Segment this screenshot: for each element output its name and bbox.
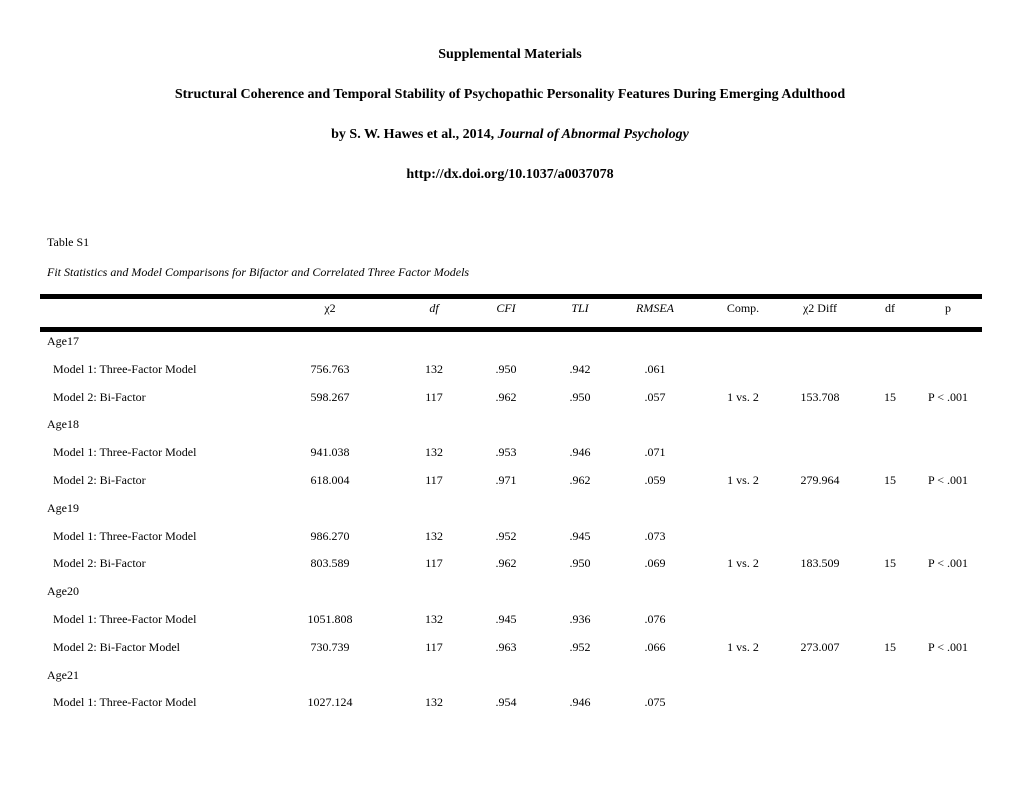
df-diff-value: 15 xyxy=(884,640,896,654)
model-name: Model 2: Bi-Factor xyxy=(53,473,146,487)
doi-link[interactable]: http://dx.doi.org/10.1037/a0037078 xyxy=(406,167,614,182)
df-diff-value: 15 xyxy=(884,390,896,404)
chi2-diff-value: 153.708 xyxy=(800,390,840,404)
col-header-tli: TLI xyxy=(571,301,589,315)
tli-value: .950 xyxy=(569,556,591,570)
rmsea-value: .057 xyxy=(644,390,666,404)
cfi-value: .962 xyxy=(495,390,517,404)
cfi-value: .952 xyxy=(495,529,517,543)
author-citation xyxy=(0,127,1020,143)
df-value: 132 xyxy=(425,445,443,459)
col-header-comp: Comp. xyxy=(726,301,760,315)
cfi-value: .963 xyxy=(495,640,517,654)
chi2-value: 730.739 xyxy=(310,640,350,654)
chi2-value: 1027.124 xyxy=(307,695,353,709)
model-name: Model 1: Three-Factor Model xyxy=(53,612,197,626)
col-header-chi2: χ2 xyxy=(324,301,336,315)
df-value: 117 xyxy=(425,556,443,570)
rmsea-value: .076 xyxy=(644,612,666,626)
tli-value: .952 xyxy=(569,640,591,654)
group-label: Age18 xyxy=(47,417,79,431)
author-line: by S. W. Hawes et al., 2014, xyxy=(331,127,498,142)
cfi-value: .950 xyxy=(495,362,517,376)
rmsea-value: .075 xyxy=(644,695,666,709)
chi2-value: 803.589 xyxy=(310,556,350,570)
rmsea-value: .071 xyxy=(644,445,666,459)
cfi-value: .953 xyxy=(495,445,517,459)
col-header-cfi: CFI xyxy=(496,301,516,315)
p-value: P < .001 xyxy=(928,473,968,487)
chi2-value: 1051.808 xyxy=(307,612,353,626)
table-label: Table S1 xyxy=(47,235,90,249)
df-diff-value: 15 xyxy=(884,473,896,487)
table-top-rule xyxy=(40,294,982,299)
df-value: 132 xyxy=(425,529,443,543)
chi2-value: 986.270 xyxy=(310,529,350,543)
model-name: Model 2: Bi-Factor xyxy=(53,390,146,404)
tli-value: .962 xyxy=(569,473,591,487)
comparison-value: 1 vs. 2 xyxy=(727,640,759,654)
df-value: 117 xyxy=(425,473,443,487)
table-caption: Fit Statistics and Model Comparisons for Bifactor and Correlated Three Factor Models xyxy=(47,265,470,279)
comparison-value: 1 vs. 2 xyxy=(727,390,759,404)
cfi-value: .962 xyxy=(495,556,517,570)
col-header-p: p xyxy=(945,301,951,315)
model-name: Model 1: Three-Factor Model xyxy=(53,695,197,709)
col-header-df: df xyxy=(429,301,439,315)
model-name: Model 2: Bi-Factor xyxy=(53,556,146,570)
p-value: P < .001 xyxy=(928,390,968,404)
rmsea-value: .069 xyxy=(644,556,666,570)
group-label: Age17 xyxy=(47,334,79,348)
model-name: Model 1: Three-Factor Model xyxy=(53,529,197,543)
col-header-chi2-diff: χ2 Diff xyxy=(802,301,838,315)
rmsea-value: .066 xyxy=(644,640,666,654)
chi2-value: 618.004 xyxy=(310,473,350,487)
cfi-value: .945 xyxy=(495,612,517,626)
journal-name: Journal of Abnormal Psychology xyxy=(497,127,689,142)
p-value: P < .001 xyxy=(928,556,968,570)
model-name: Model 2: Bi-Factor Model xyxy=(53,640,180,654)
df-value: 132 xyxy=(425,695,443,709)
chi2-value: 756.763 xyxy=(310,362,350,376)
df-value: 117 xyxy=(425,390,443,404)
col-header-df-diff: df xyxy=(885,301,895,315)
comparison-value: 1 vs. 2 xyxy=(727,556,759,570)
df-value: 132 xyxy=(425,362,443,376)
rmsea-value: .059 xyxy=(644,473,666,487)
tli-value: .946 xyxy=(569,445,591,459)
chi2-value: 941.038 xyxy=(310,445,350,459)
chi2-value: 598.267 xyxy=(310,390,350,404)
col-header-rmsea: RMSEA xyxy=(636,301,674,315)
supplemental-heading: Supplemental Materials xyxy=(438,47,582,62)
group-label: Age19 xyxy=(47,501,79,515)
model-name: Model 1: Three-Factor Model xyxy=(53,362,197,376)
tli-value: .942 xyxy=(569,362,591,376)
chi2-diff-value: 279.964 xyxy=(800,473,840,487)
group-label: Age21 xyxy=(47,668,79,682)
chi2-diff-value: 273.007 xyxy=(800,640,840,654)
model-name: Model 1: Three-Factor Model xyxy=(53,445,197,459)
table-header-rule xyxy=(40,327,982,332)
df-value: 132 xyxy=(425,612,443,626)
article-title: Structural Coherence and Temporal Stability of Psychopathic Personality Features During Emerging Adulthood xyxy=(174,87,846,102)
rmsea-value: .073 xyxy=(644,529,666,543)
rmsea-value: .061 xyxy=(644,362,666,376)
cfi-value: .971 xyxy=(495,473,517,487)
tli-value: .946 xyxy=(569,695,591,709)
cfi-value: .954 xyxy=(495,695,517,709)
tli-value: .936 xyxy=(569,612,591,626)
chi2-diff-value: 183.509 xyxy=(800,556,840,570)
p-value: P < .001 xyxy=(928,640,968,654)
group-label: Age20 xyxy=(47,584,79,598)
comparison-value: 1 vs. 2 xyxy=(727,473,759,487)
df-value: 117 xyxy=(425,640,443,654)
tli-value: .945 xyxy=(569,529,591,543)
tli-value: .950 xyxy=(569,390,591,404)
df-diff-value: 15 xyxy=(884,556,896,570)
